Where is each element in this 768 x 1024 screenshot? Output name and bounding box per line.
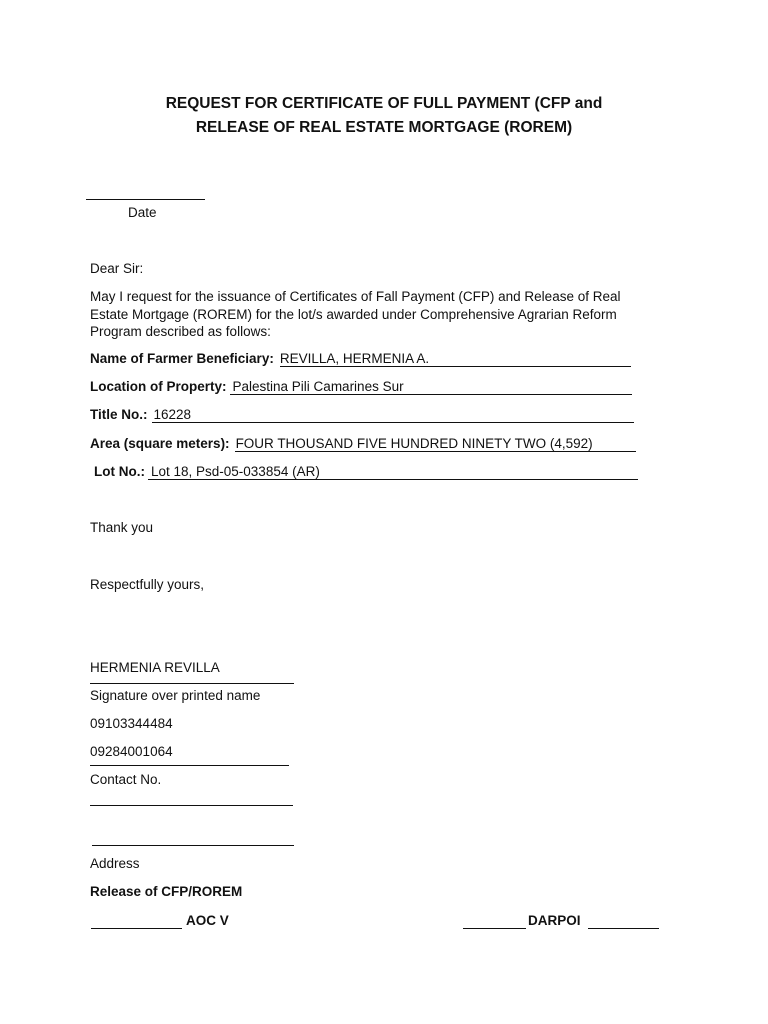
salutation: Dear Sir: <box>90 261 144 276</box>
request-paragraph: May I request for the issuance of Certificates of Fall Payment (CFP) and Release of Real Estate Mortgage (ROREM) for the lot/s awarded under Comprehensive Agrarian Reform Program described as follows: <box>90 289 621 339</box>
contact-number-1: 09103344484 <box>90 716 173 731</box>
field-area-label: Area (square meters): <box>90 436 230 451</box>
document-title-line-2: RELEASE OF REAL ESTATE MORTGAGE (ROREM) <box>195 119 573 136</box>
address-label: Address <box>90 856 140 871</box>
field-location-line <box>230 394 632 395</box>
field-location-value: Palestina Pili Camarines Sur <box>232 379 404 394</box>
field-lot-no-line <box>148 479 638 480</box>
field-title-no-value: 16228 <box>153 407 192 422</box>
darpoi-label: DARPOI <box>528 913 581 928</box>
field-area-value: FOUR THOUSAND FIVE HUNDRED NINETY TWO (4,592) <box>235 436 593 451</box>
field-area-line <box>235 451 636 452</box>
field-beneficiary-value: REVILLA, HERMENIA A. <box>279 351 430 366</box>
aoc-label: AOC V <box>186 913 229 928</box>
address-line-1 <box>90 805 293 806</box>
field-lot-no-label: Lot No.: <box>94 464 145 479</box>
field-lot-no-value: Lot 18, Psd-05-033854 (AR) <box>150 464 320 479</box>
signature-caption: Signature over printed name <box>90 688 261 703</box>
darpoi-signature-line-left <box>463 928 526 929</box>
field-beneficiary-line <box>280 366 631 367</box>
darpoi-signature-line-right <box>588 928 659 929</box>
signatory-name: HERMENIA REVILLA <box>90 660 220 675</box>
field-location-label: Location of Property: <box>90 379 227 394</box>
address-line-2 <box>92 845 294 846</box>
document-title-line-1: REQUEST FOR CERTIFICATE OF FULL PAYMENT (CFP and <box>165 95 603 112</box>
release-heading: Release of CFP/ROREM <box>90 884 243 899</box>
field-beneficiary-label: Name of Farmer Beneficiary: <box>90 351 274 366</box>
field-title-no-label: Title No.: <box>90 407 148 422</box>
field-title-no-line <box>152 422 634 423</box>
date-line <box>86 199 205 200</box>
contact-line <box>90 765 289 766</box>
signature-line <box>90 683 294 684</box>
date-label: Date <box>128 205 157 220</box>
contact-number-2: 09284001064 <box>90 744 173 759</box>
respectfully-yours: Respectfully yours, <box>90 577 205 592</box>
aoc-signature-line <box>91 928 182 929</box>
thank-you: Thank you <box>90 520 154 535</box>
contact-label: Contact No. <box>90 772 162 787</box>
